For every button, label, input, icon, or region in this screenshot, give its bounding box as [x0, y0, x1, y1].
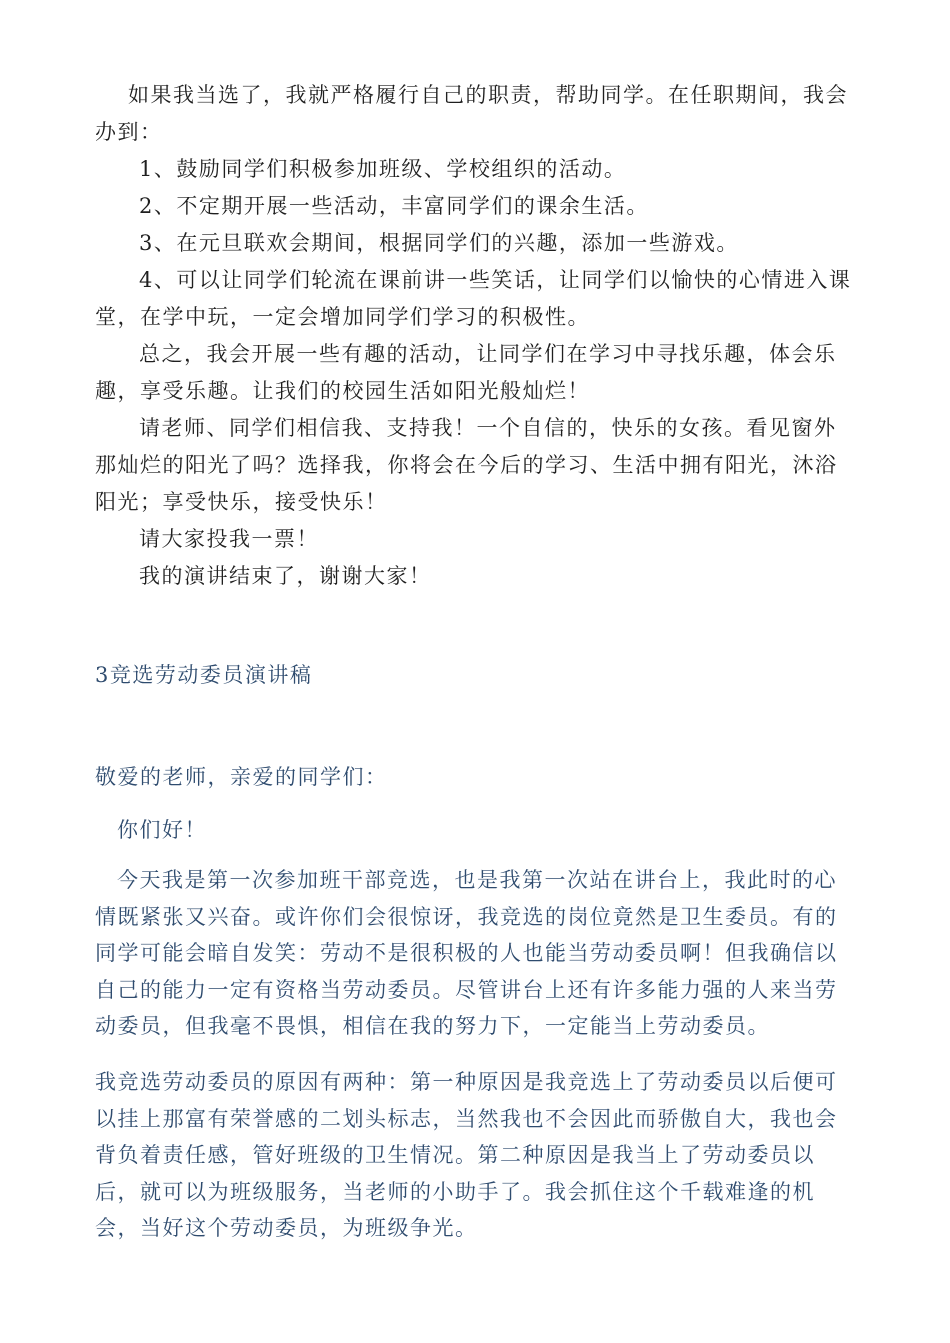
paragraph-intro: 如果我当选了，我就严格履行自己的职责，帮助同学。在任职期间，我会办到： [95, 83, 848, 144]
greeting: 你们好！ [117, 818, 207, 842]
paragraph-summary: 总之，我会开展一些有趣的活动，让同学们在学习中寻找乐趣，体会乐趣，享受乐趣。让我们的校园生活如阳光般灿烂！ [95, 342, 837, 403]
paragraph-closing: 我的演讲结束了，谢谢大家！ [139, 564, 432, 588]
paragraph-reasons: 我竞选劳动委员的原因有两种：第一种原因是我竞选上了劳动委员以后便可以挂上那富有荣誉感的二划头标志，当然我也不会因此而骄傲自大，我也会背负着责任感，管好班级的卫生情况。第二种原因是我当上了劳动委员以后，就可以为班级服务，当老师的小助手了。我会抓住这个千载难逢的机会，当好这个劳动委员，为班级争光。 [95, 1070, 838, 1240]
paragraph-appeal: 请老师、同学们相信我、支持我！一个自信的，快乐的女孩。看见窗外那灿烂的阳光了吗？选择我，你将会在今后的学习、生活中拥有阳光，沐浴阳光；享受快乐，接受快乐！ [95, 416, 838, 514]
salutation: 敬爱的老师，亲爱的同学们： [95, 765, 388, 789]
list-item-3: 3、在元旦联欢会期间，根据同学们的兴趣，添加一些游戏。 [139, 231, 739, 255]
paragraph-vote: 请大家投我一票！ [139, 527, 319, 551]
section-heading: 3竞选劳动委员演讲稿 [95, 663, 313, 687]
list-item-2: 2、不定期开展一些活动，丰富同学们的课余生活。 [139, 194, 649, 218]
list-item-1: 1、鼓励同学们积极参加班级、学校组织的活动。 [139, 157, 627, 181]
paragraph-reason-intro: 今天我是第一次参加班干部竞选，也是我第一次站在讲台上，我此时的心情既紧张又兴奋。或许你们会很惊讶，我竞选的岗位竟然是卫生委员。有的同学可能会暗自发笑：劳动不是很积极的人也能当劳动委员啊！但我确信以自己的能力一定有资格当劳动委员。尽管讲台上还有许多能力强的人来当劳动委员，但我毫不畏惧，相信在我的努力下，一定能当上劳动委员。 [95, 868, 838, 1038]
list-item-4: 4、可以让同学们轮流在课前讲一些笑话，让同学们以愉快的心情进入课堂，在学中玩，一定会增加同学们学习的积极性。 [95, 268, 852, 329]
